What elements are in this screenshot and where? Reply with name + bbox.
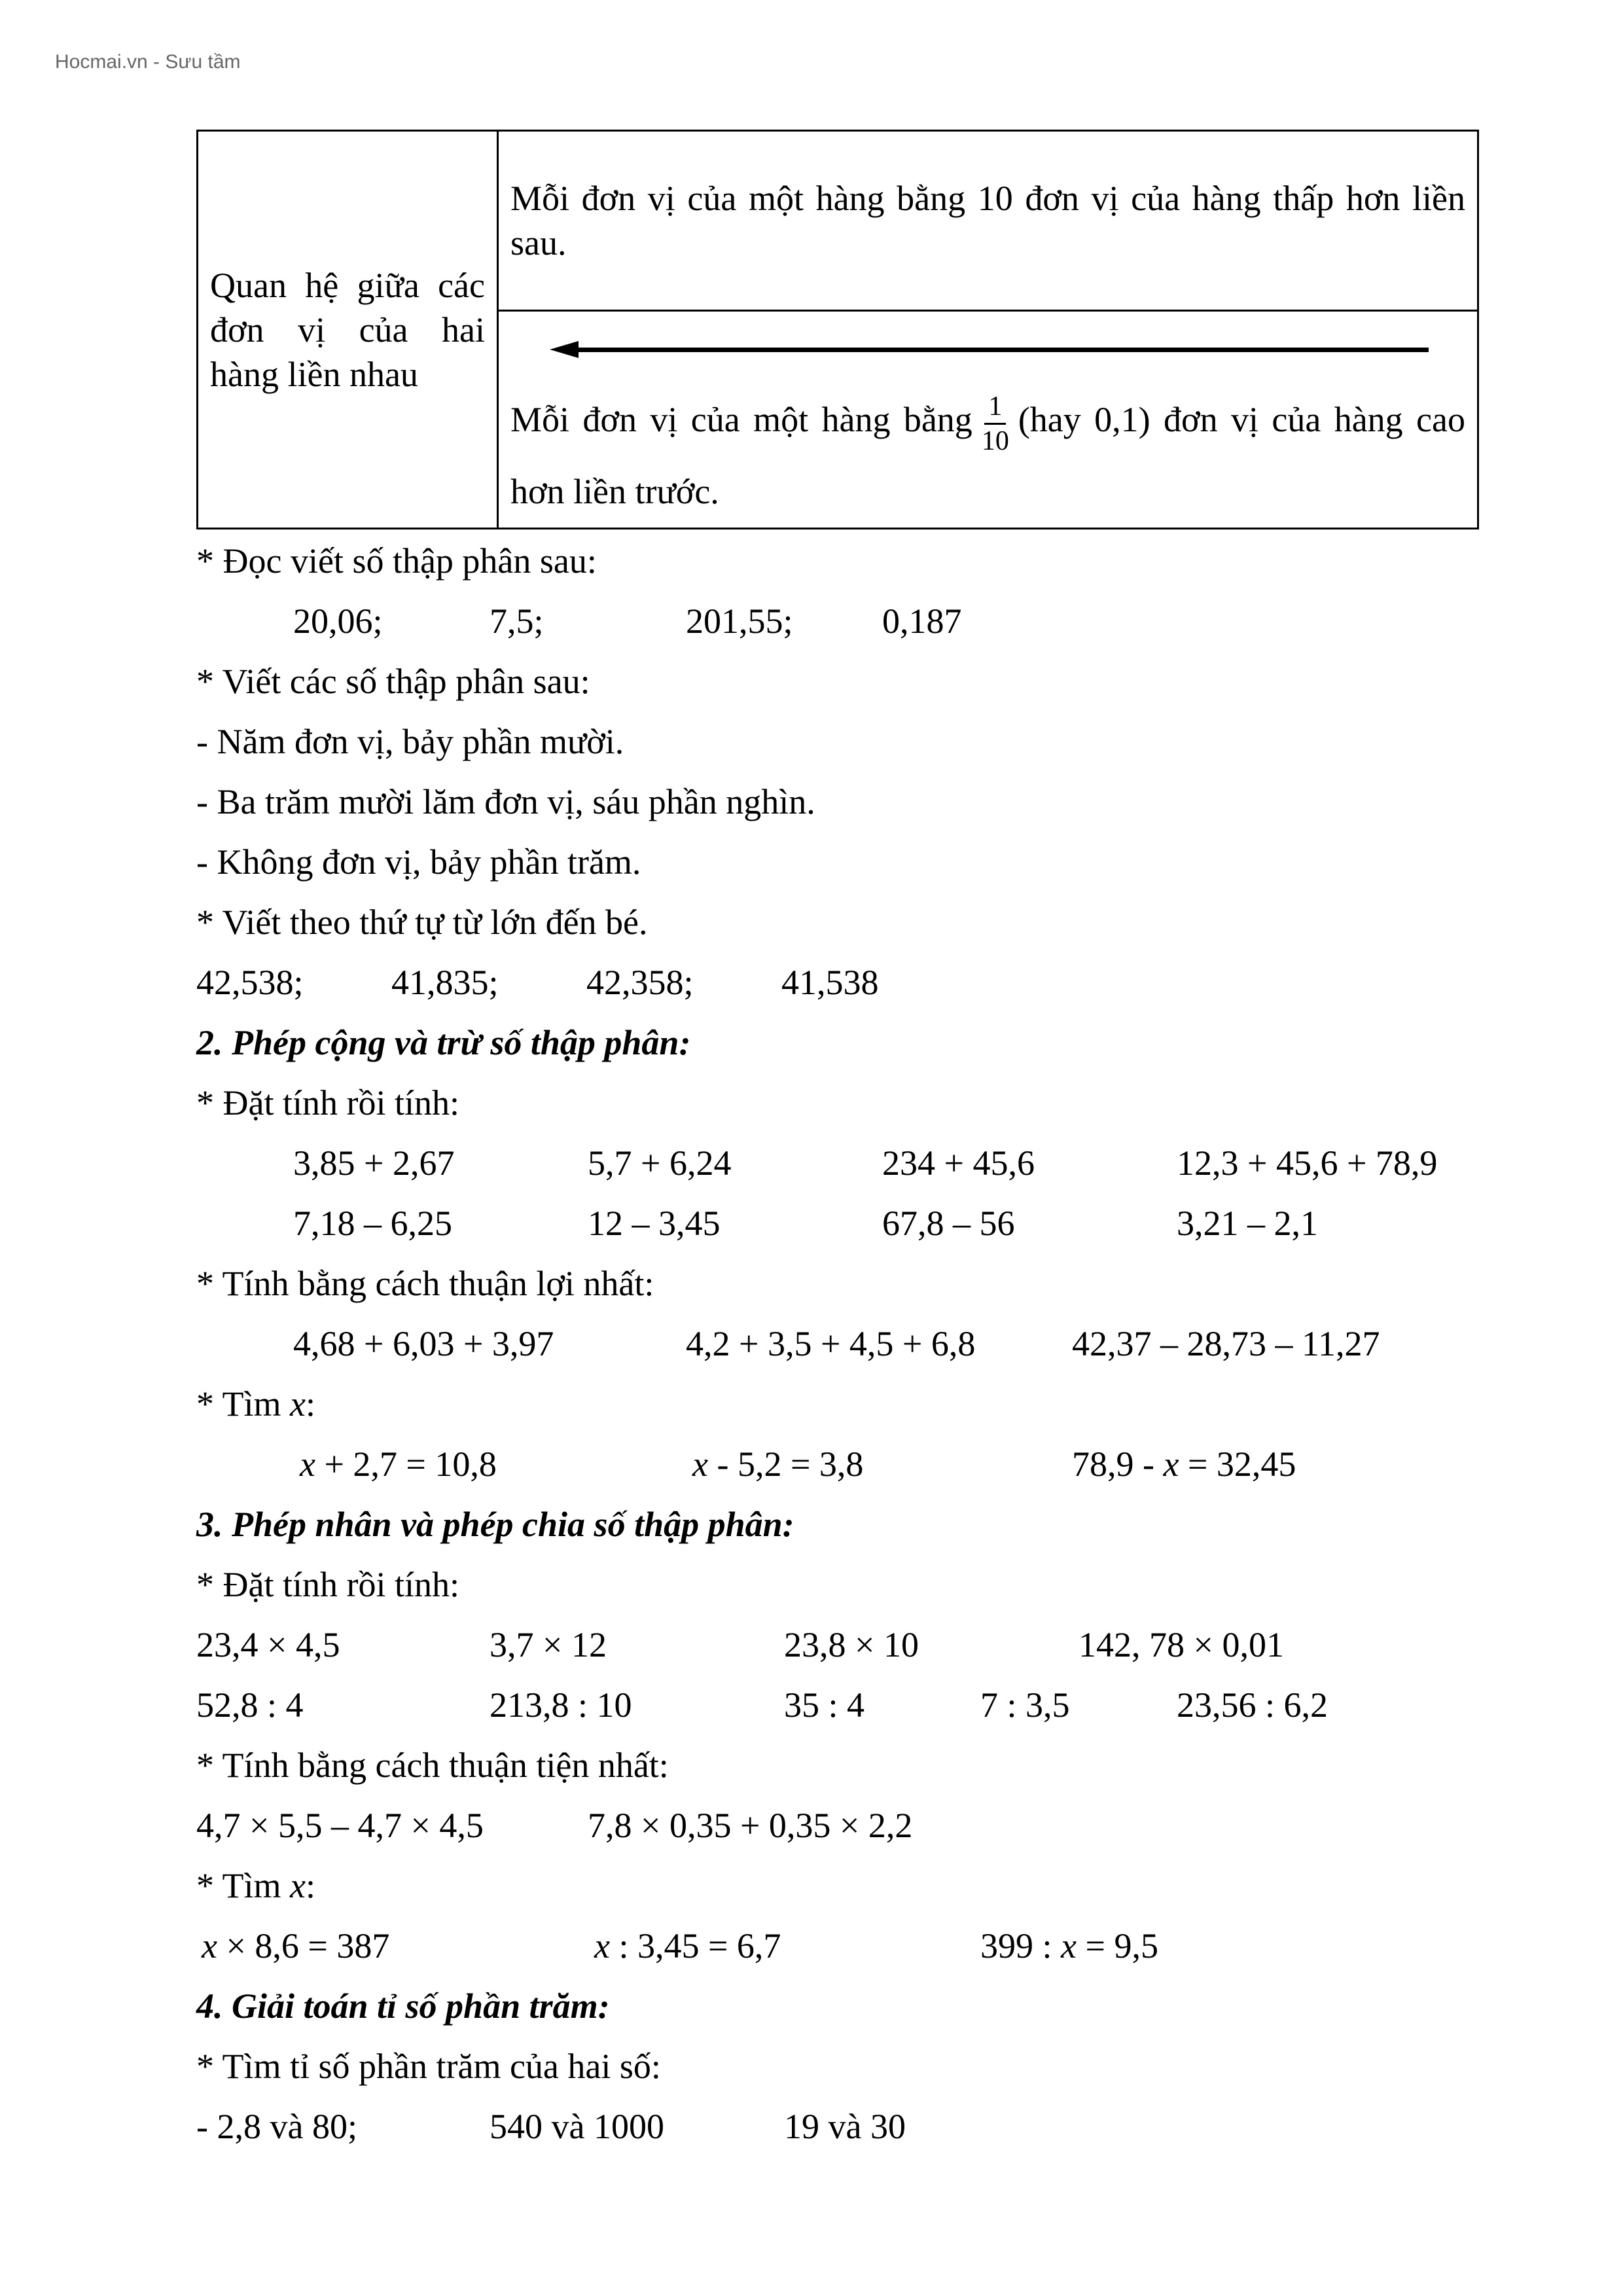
exercise-item: - 2,8 và 80; xyxy=(196,2107,357,2146)
equation-prefix: 399 : xyxy=(980,1926,1061,1965)
exercise-item: 42,37 – 28,73 – 11,27 xyxy=(1072,1324,1380,1363)
exercise-item: 67,8 – 56 xyxy=(882,1204,1015,1243)
variable-x: x xyxy=(290,1866,306,1905)
document-page xyxy=(196,130,1479,2157)
exercise-item: 4,7 × 5,5 – 4,7 × 4,5 xyxy=(196,1806,484,1845)
exercise-item: 7 : 3,5 xyxy=(980,1685,1070,1725)
write-item: - Ba trăm mười lăm đơn vị, sáu phần nghìn. xyxy=(196,782,815,821)
left-arrow-icon xyxy=(510,314,1465,386)
s2-conv-row xyxy=(196,1314,1479,1374)
exercise-item: 234 + 45,6 xyxy=(882,1143,1035,1183)
order-item: 42,538; xyxy=(196,963,304,1002)
exercise-item: 3,85 + 2,67 xyxy=(293,1143,455,1183)
variable-x: x xyxy=(202,1926,217,1965)
equation-3 xyxy=(980,1916,1158,1976)
find-title-text: * Tìm xyxy=(196,1384,281,1424)
equation-3 xyxy=(1072,1434,1296,1494)
exercise-item: 3,21 – 2,1 xyxy=(1177,1204,1318,1243)
exercise-item: 12,3 + 45,6 + 78,9 xyxy=(1177,1143,1438,1183)
s4-items-row xyxy=(196,2096,1479,2157)
order-title: * Viết theo thứ tự từ lớn đến bé. xyxy=(196,903,648,942)
read-item: 201,55; xyxy=(686,601,793,641)
exercise-item: 19 và 30 xyxy=(784,2107,906,2146)
order-item: 41,538 xyxy=(781,963,879,1002)
section-2-heading: 2. Phép cộng và trừ số thập phân: xyxy=(196,1023,691,1062)
relation-table xyxy=(196,130,1479,529)
exercise-item: 4,68 + 6,03 + 3,97 xyxy=(293,1324,554,1363)
s2-calc-row-1 xyxy=(196,1133,1479,1193)
write-title: * Viết các số thập phân sau: xyxy=(196,662,590,701)
exercise-item: 23,56 : 6,2 xyxy=(1177,1685,1329,1725)
variable-x: x xyxy=(1163,1444,1179,1484)
read-title: * Đọc viết số thập phân sau: xyxy=(196,541,597,581)
equation-rest: × 8,6 = 387 xyxy=(217,1926,390,1965)
exercise-item: 52,8 : 4 xyxy=(196,1685,304,1725)
s2-calc-row-2 xyxy=(196,1193,1479,1253)
equation-prefix: 78,9 - xyxy=(1072,1444,1164,1484)
s2-calc-title: * Đặt tính rồi tính: xyxy=(196,1083,459,1122)
order-item: 42,358; xyxy=(586,963,694,1002)
equation-rest: = 32,45 xyxy=(1179,1444,1296,1484)
variable-x: x xyxy=(290,1384,306,1424)
write-item: - Không đơn vị, bảy phần trăm. xyxy=(196,842,641,882)
exercise-item: 23,8 × 10 xyxy=(784,1625,919,1664)
order-items-row xyxy=(196,952,1479,1013)
variable-x: x xyxy=(594,1926,610,1965)
order-item: 41,835; xyxy=(391,963,499,1002)
relation-top-text: Mỗi đơn vị của một hàng bằng 10 đơn vị của hàng thấp hơn liền sau. xyxy=(498,131,1478,311)
read-item: 20,06; xyxy=(293,601,383,641)
exercise-item: 213,8 : 10 xyxy=(490,1685,632,1725)
s2-find-row xyxy=(196,1434,1479,1494)
watermark: Hocmai.vn - Sưu tầm xyxy=(55,51,241,73)
exercise-item: 540 và 1000 xyxy=(490,2107,664,2146)
exercise-item: 4,2 + 3,5 + 4,5 + 6,8 xyxy=(686,1324,976,1363)
exercise-item: 23,4 × 4,5 xyxy=(196,1625,340,1664)
relation-bottom-cell xyxy=(498,311,1478,529)
find-title-text: * Tìm xyxy=(196,1866,281,1905)
equation-2 xyxy=(692,1434,863,1494)
write-item: - Năm đơn vị, bảy phần mười. xyxy=(196,722,624,761)
relation-label: Quan hệ giữa các đơn vị của hai hàng liền nhau xyxy=(198,131,498,529)
equation-rest: = 9,5 xyxy=(1076,1926,1158,1965)
equation-2 xyxy=(594,1916,781,1976)
s3-calc-row-1 xyxy=(196,1615,1479,1675)
s2-conv-title: * Tính bằng cách thuận lợi nhất: xyxy=(196,1264,654,1303)
read-item: 0,187 xyxy=(882,601,962,641)
exercise-item: 12 – 3,45 xyxy=(588,1204,721,1243)
section-4-heading: 4. Giải toán tỉ số phần trăm: xyxy=(196,1986,610,2026)
equation-rest: + 2,7 = 10,8 xyxy=(315,1444,497,1484)
find-title-colon: : xyxy=(305,1866,315,1905)
exercise-item: 7,18 – 6,25 xyxy=(293,1204,452,1243)
s3-find-title xyxy=(196,1856,1479,1916)
section-3-heading: 3. Phép nhân và phép chia số thập phân: xyxy=(196,1505,794,1544)
s3-find-row xyxy=(196,1916,1479,1976)
exercise-item: 3,7 × 12 xyxy=(490,1625,607,1664)
variable-x: x xyxy=(692,1444,708,1484)
equation-rest: : 3,45 = 6,7 xyxy=(609,1926,781,1965)
exercise-item: 7,8 × 0,35 + 0,35 × 2,2 xyxy=(588,1806,913,1845)
variable-x: x xyxy=(1061,1926,1077,1965)
s3-calc-title: * Đặt tính rồi tính: xyxy=(196,1565,459,1604)
s4-title: * Tìm tỉ số phần trăm của hai số: xyxy=(196,2047,661,2086)
exercise-item: 5,7 + 6,24 xyxy=(588,1143,732,1183)
s3-calc-row-2 xyxy=(196,1675,1479,1735)
equation-1 xyxy=(300,1434,497,1494)
read-item: 7,5; xyxy=(490,601,544,641)
s3-conv-title: * Tính bằng cách thuận tiện nhất: xyxy=(196,1746,669,1785)
equation-rest: - 5,2 = 3,8 xyxy=(707,1444,864,1484)
variable-x: x xyxy=(300,1444,315,1484)
equation-1 xyxy=(202,1916,389,1976)
relation-bottom-text-end: (hay 0,1) đơn vị của hàng cao hơn liền trước. xyxy=(510,400,1465,511)
s3-conv-row xyxy=(196,1795,1479,1856)
exercise-item: 35 : 4 xyxy=(784,1685,865,1725)
s2-find-title xyxy=(196,1374,1479,1434)
read-items-row xyxy=(196,591,1479,651)
relation-bottom-text-start: Mỗi đơn vị của một hàng bằng xyxy=(510,400,972,440)
fraction-one-tenth xyxy=(982,390,1009,457)
fraction-numerator: 1 xyxy=(984,390,1006,425)
fraction-denominator: 10 xyxy=(981,425,1009,456)
find-title-colon: : xyxy=(305,1384,315,1424)
exercise-item: 142, 78 × 0,01 xyxy=(1079,1625,1284,1664)
